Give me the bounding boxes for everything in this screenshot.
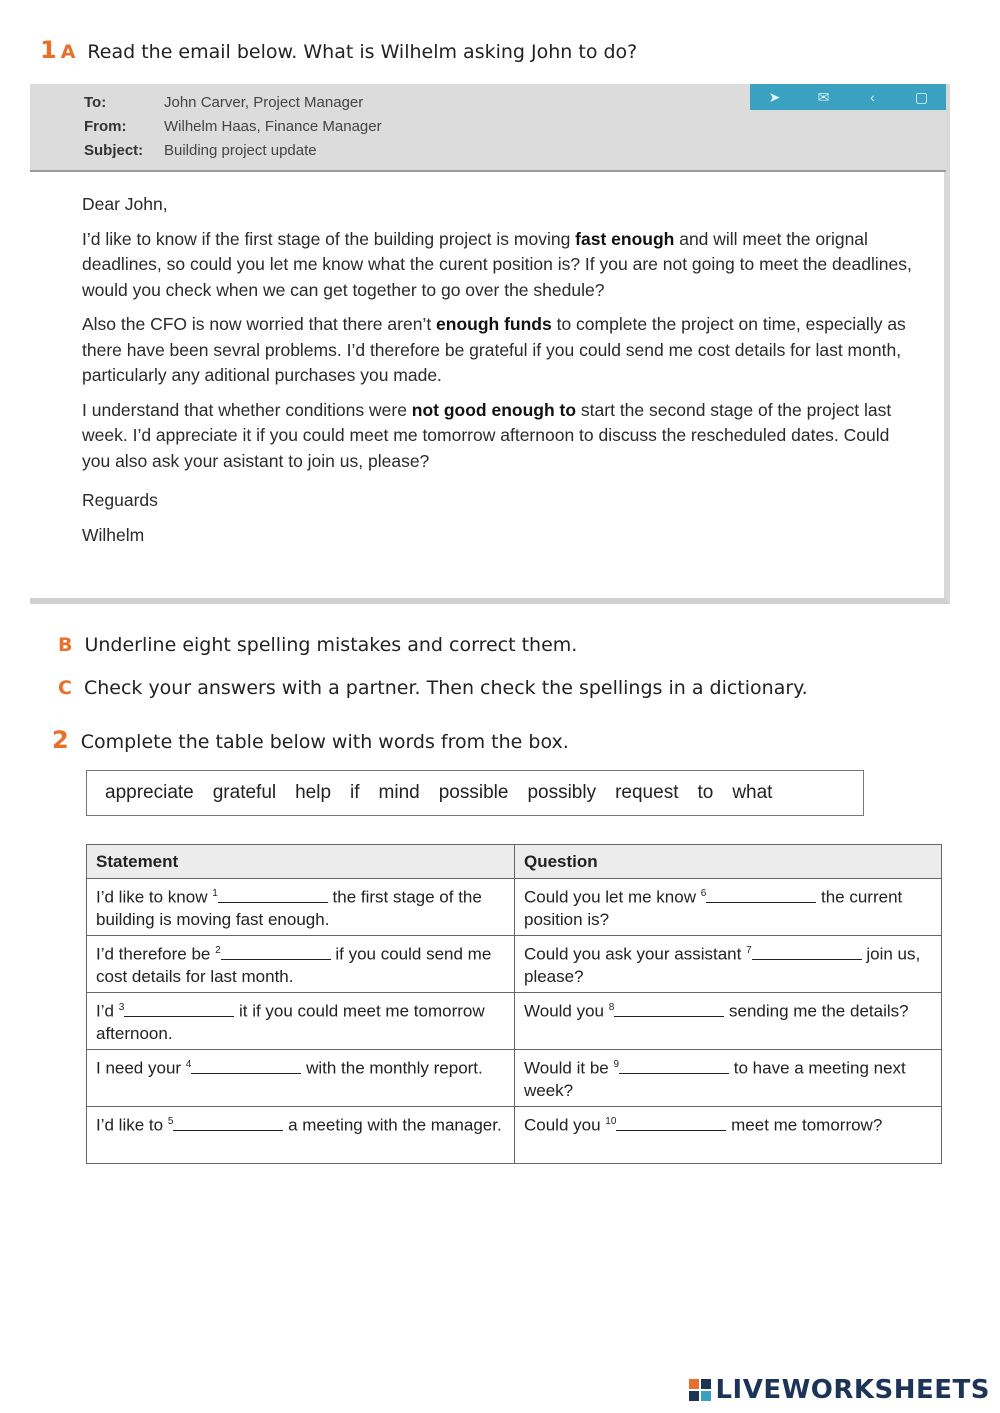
email-signature: Wilhelm: [82, 524, 145, 545]
word-box-item: if: [350, 782, 360, 803]
table-row: [87, 936, 942, 993]
exercise-1a-heading: [40, 36, 637, 64]
mail-icon[interactable]: ✉: [817, 88, 830, 105]
statement-cell: I need your $^4$ with the monthly report.: [87, 1050, 515, 1107]
question-cell: Could you let me know $^6$ the current position is?: [515, 879, 942, 936]
exercise-c-heading: [58, 677, 808, 699]
statement-cell: I’d like to $^5$ a meeting with the manager.: [87, 1107, 515, 1164]
send-icon[interactable]: ➤: [768, 88, 781, 105]
answer-blank[interactable]: [191, 1060, 301, 1074]
exercise-number: 2: [52, 726, 69, 754]
email-paragraph-3: I understand that whether conditions were not good enough to start the second stage of the project last week. I’d appreciate it if you could meet me tomorrow afternoon to discuss the rescheduled dates. Could you also ask your asistant to join us, please?: [82, 399, 892, 471]
brand-logo-icon: [689, 1379, 711, 1401]
email-toolbar: [750, 84, 946, 110]
answer-blank[interactable]: [752, 946, 862, 960]
word-box-item: request: [615, 782, 679, 803]
answer-blank[interactable]: [221, 946, 331, 960]
email-to-label: To:: [84, 94, 107, 111]
column-header-statement: Statement: [87, 845, 515, 879]
email-paragraph-1: I’d like to know if the first stage of the building project is moving fast enough and will meet the orignal deadlines, so could you let me know what the curent position is? If you are not going to meet the deadlines, would you check when we can get together to go over the shedule?: [82, 228, 912, 300]
email-closing: Reguards: [82, 490, 158, 510]
email-from-row: [84, 118, 382, 135]
email-from-value: Wilhelm Haas, Finance Manager: [164, 118, 382, 135]
back-icon[interactable]: ‹: [870, 89, 875, 105]
statement-cell: I’d therefore be $^2$ if you could send me cost details for last month.: [87, 936, 515, 993]
email-body: [82, 192, 922, 557]
column-header-question: Question: [515, 845, 942, 879]
word-box-item: appreciate: [105, 782, 194, 803]
statement-question-table: [86, 844, 942, 1164]
email-paragraph-2: Also the CFO is now worried that there aren’t enough funds to complete the project on time, especially as there have been sevral problems. I’d therefore be grateful if you could send me cost details for last month, particularly any aditional purchases you made.: [82, 314, 906, 385]
email-subject-value: Building project update: [164, 142, 317, 159]
word-box-item: to: [697, 782, 714, 803]
brand-name: LIVEWORKSHEETS: [715, 1375, 990, 1405]
email-to-row: [84, 94, 363, 111]
email-from-label: From:: [84, 118, 127, 135]
word-box-item: possible: [438, 782, 509, 803]
liveworksheets-logo: [689, 1375, 990, 1405]
email-header: [30, 84, 946, 172]
word-box: [86, 770, 864, 816]
question-cell: Would you $^8$ sending me the details?: [515, 993, 942, 1050]
exercise-instruction: Check your answers with a partner. Then check the spellings in a dictionary.: [83, 677, 808, 699]
word-box-item: possibly: [527, 782, 597, 803]
word-box-item: what: [732, 782, 773, 803]
exercise-instruction: Complete the table below with words from the box.: [80, 731, 569, 753]
email-window: [30, 84, 950, 604]
email-to-value: John Carver, Project Manager: [164, 94, 364, 111]
trash-icon[interactable]: ▢: [914, 88, 929, 105]
statement-cell: I’d $^3$ it if you could meet me tomorrow afternoon.: [87, 993, 515, 1050]
exercise-instruction: Underline eight spelling mistakes and correct them.: [84, 634, 578, 656]
exercise-b-heading: [58, 634, 577, 656]
word-box-item: grateful: [212, 782, 277, 803]
exercise-number: 1: [40, 36, 57, 64]
answer-blank[interactable]: [706, 889, 816, 903]
table-row: [87, 993, 942, 1050]
table-row: [87, 1107, 942, 1164]
exercise-letter: B: [58, 634, 73, 656]
statement-cell: I’d like to know $^1$ the first stage of the building is moving fast enough.: [87, 879, 515, 936]
answer-blank[interactable]: [616, 1117, 726, 1131]
email-greeting: Dear John,: [82, 194, 168, 214]
email-subject-row: [84, 142, 317, 159]
exercise-letter: A: [60, 41, 76, 63]
question-cell: Could you $^{10}$ meet me tomorrow?: [515, 1107, 942, 1164]
answer-blank[interactable]: [218, 889, 328, 903]
answer-blank[interactable]: [173, 1117, 283, 1131]
exercise-letter: C: [58, 677, 72, 699]
table-row: [87, 879, 942, 936]
email-subject-label: Subject:: [84, 142, 144, 159]
word-box-item: help: [295, 782, 332, 803]
table-row: [87, 1050, 942, 1107]
answer-blank[interactable]: [614, 1003, 724, 1017]
answer-blank[interactable]: [619, 1060, 729, 1074]
word-box-item: mind: [378, 782, 420, 803]
question-cell: Would it be $^9$ to have a meeting next week?: [515, 1050, 942, 1107]
answer-blank[interactable]: [124, 1003, 234, 1017]
exercise-instruction: Read the email below. What is Wilhelm asking John to do?: [87, 41, 638, 63]
exercise-2-heading: [52, 726, 569, 754]
question-cell: Could you ask your assistant $^7$ join us, please?: [515, 936, 942, 993]
